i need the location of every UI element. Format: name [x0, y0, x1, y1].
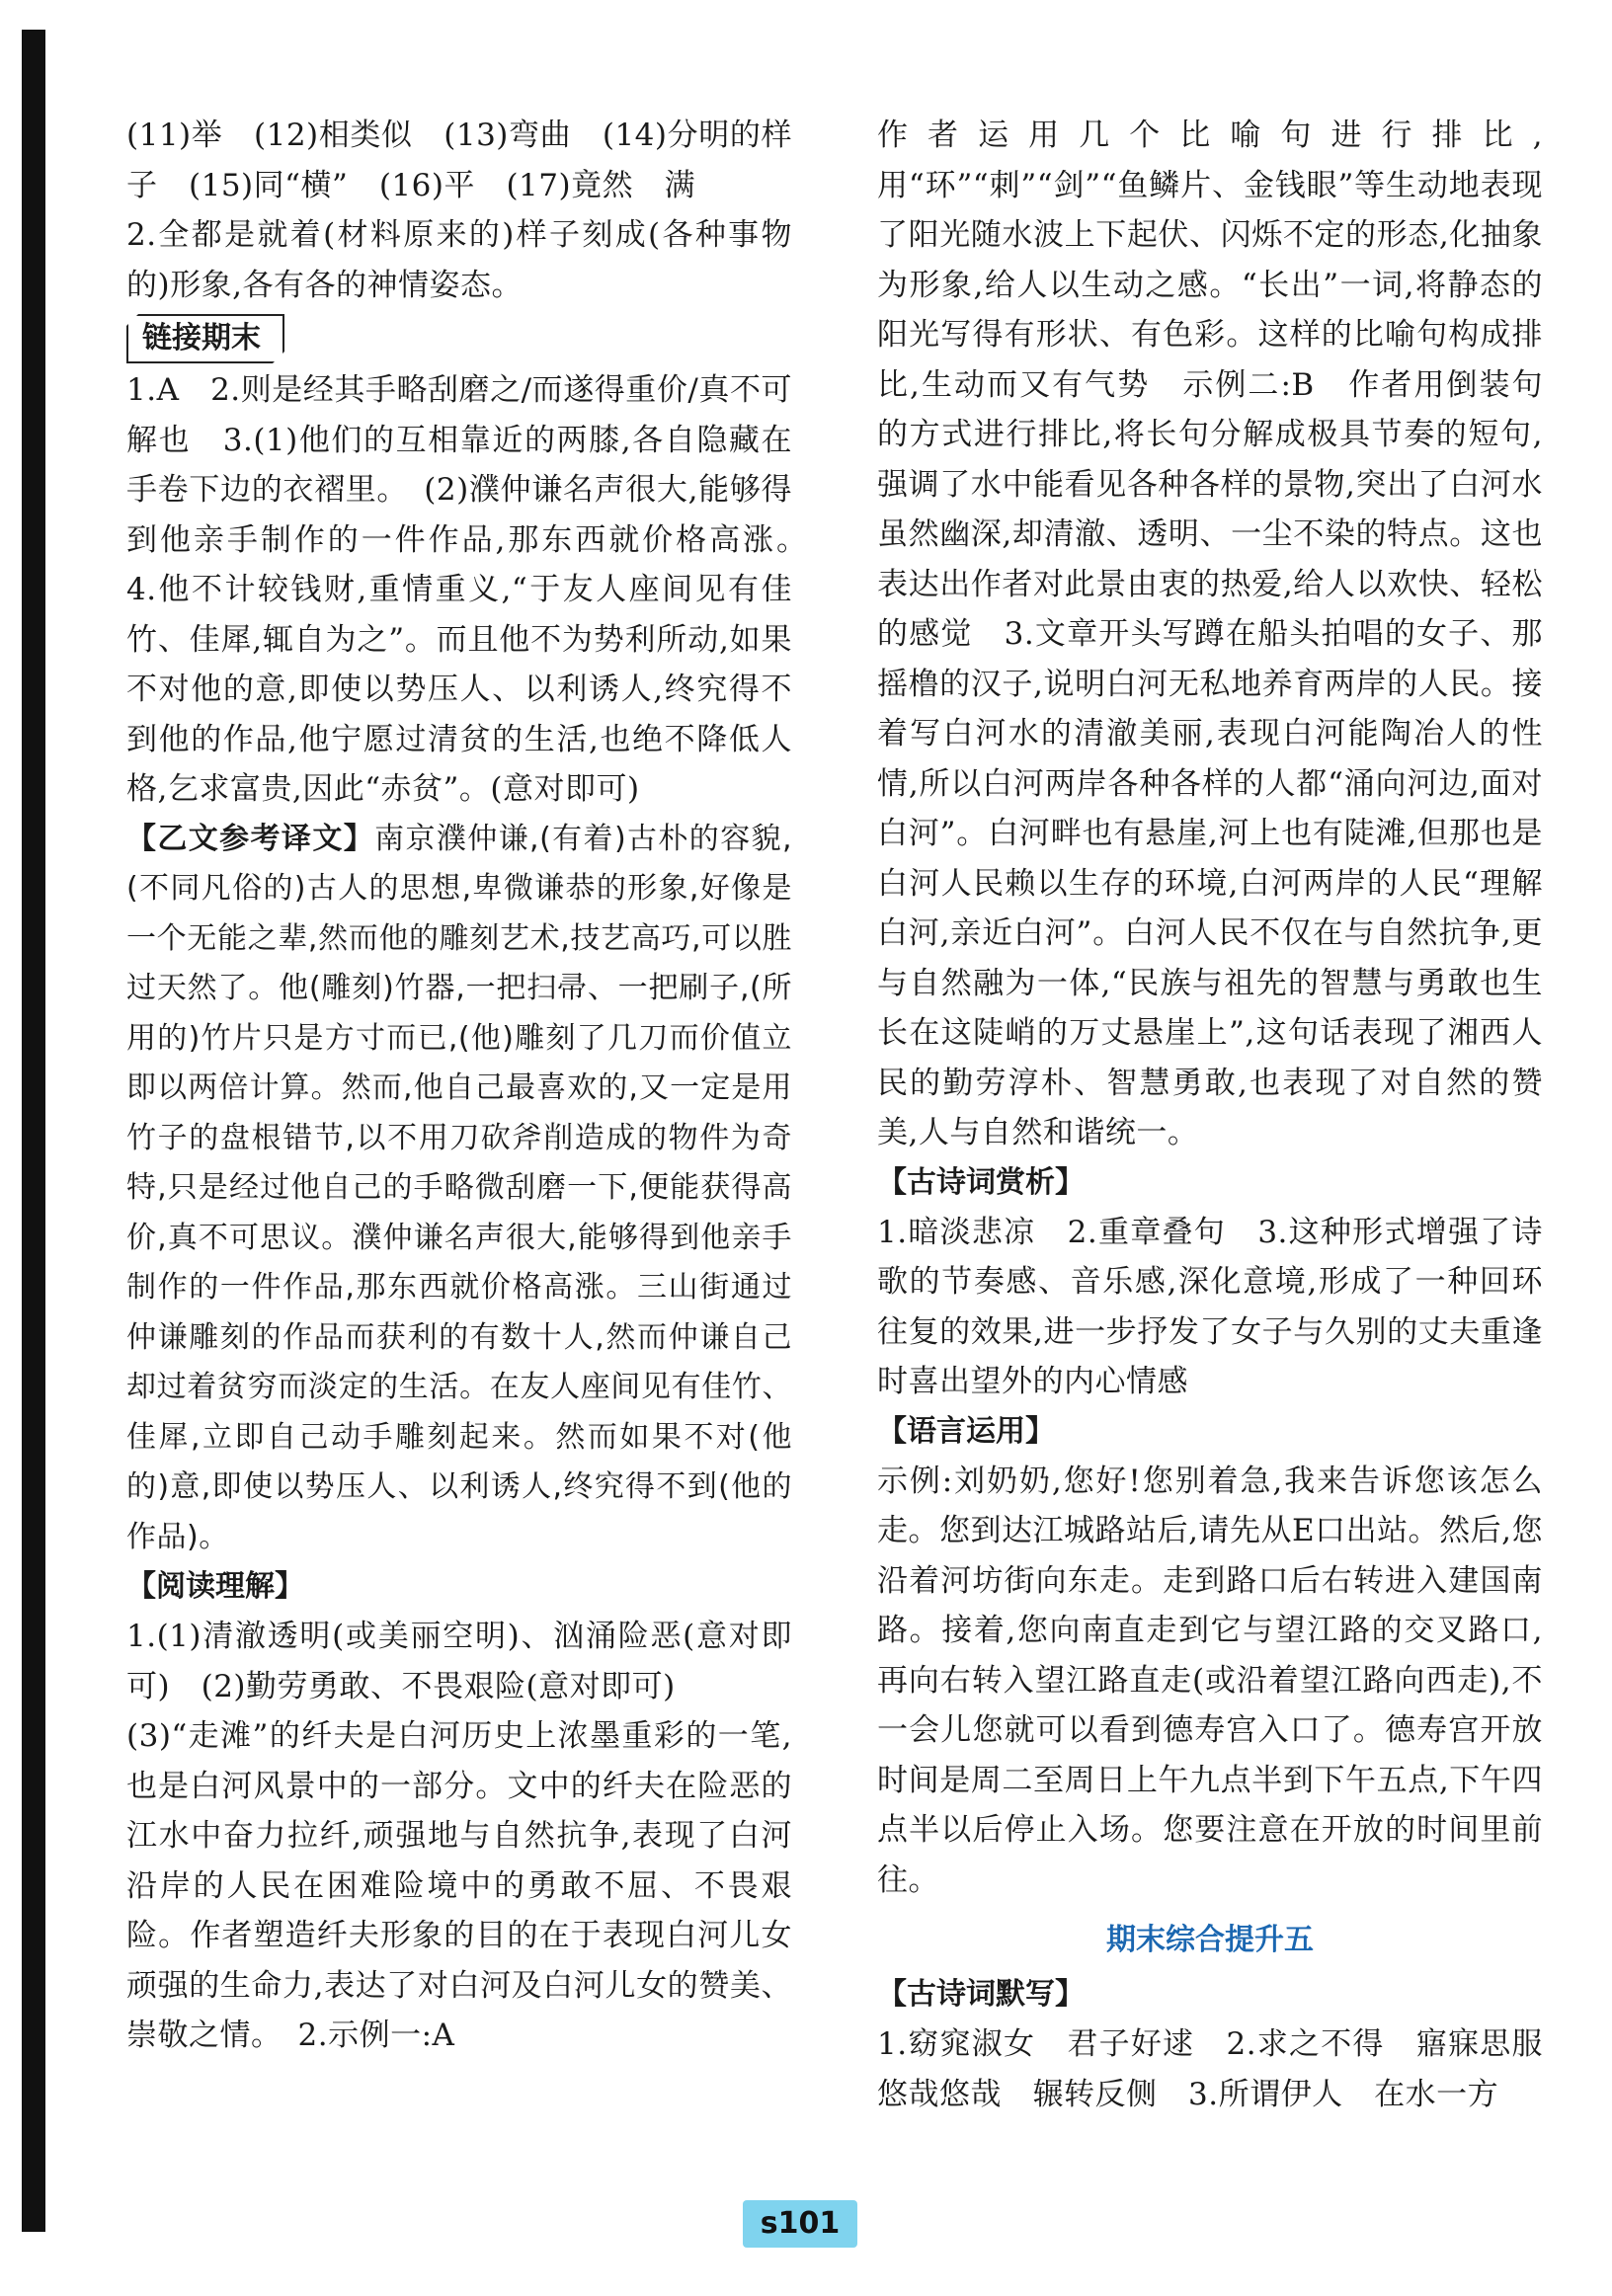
- translation-heading: 【乙文参考译文】: [126, 821, 375, 856]
- binding-edge-bar: [22, 30, 45, 2232]
- answer-paragraph: 示例:刘奶奶,您好!您别着急,我来告诉您该怎么走。您到达江城路站后,请先从E口出站。然后,您沿着河坊街向东走。走到路口后右转进入建国南路。接着,您向南直走到它与望江路的交叉路口,再向右转入望江路直走(或沿着望江路向西走),不一会儿您就可以看到德寿宫入口了。德寿宫开放时间是周二至周日上午九点半到下午五点,下午四点半以后停止入场。您要注意在开放的时间里前往。: [877, 1463, 1543, 1898]
- answer-paragraph: (3)“走滩”的纤夫是白河历史上浓墨重彩的一笔,也是白河风景中的一部分。文中的纤夫在险恶的江水中奋力拉纤,顽强地与自然抗争,表现了白河沿岸的人民在困难险境中的勇敢不屈、不畏艰险。作者塑造纤夫形象的目的在于表现白河儿女顽强的生命力,表达了对白河及白河儿女的赞美、崇敬之情。 2.示例一:A: [126, 1718, 792, 2053]
- translation-body: 南京濮仲谦,(有着)古朴的容貌,(不同凡俗的)古人的思想,卑微谦恭的形象,好像是一个无能之辈,然而他的雕刻艺术,技艺高巧,可以胜过天然了。他(雕刻)竹器,一把扫帚、一把刷子,(所用的)竹片只是方寸而已,(他)雕刻了几刀而价值立即以两倍计算。然而,他自己最喜欢的,又一定是用竹子的盘根错节,以不用刀砍斧削造成的物件为奇特,只是经过他自己的手略微刮磨一下,便能获得高价,真不可思议。濮仲谦名声很大,能够得到他亲手制作的一件作品,那东西就价格高涨。三山街通过仲谦雕刻的作品而获利的有数十人,然而仲谦自己却过着贫穷而淡定的生活。在友人座间见有佳竹、佳犀,立即自己动手雕刻起来。然而如果不对(他的)意,即使以势压人、以利诱人,终究得不到(他的作品)。: [126, 821, 793, 1554]
- language-use-heading: 【语言运用】: [877, 1413, 1055, 1449]
- section-tag-link-final: 链接期末: [126, 314, 284, 363]
- poetry-dictation-heading: 【古诗词默写】: [877, 1977, 1085, 2012]
- translation-paragraph: [126, 815, 792, 1563]
- section-title: 期末综合提升五: [1106, 1923, 1314, 1957]
- right-column: [877, 111, 1574, 2119]
- answer-paragraph: 1.暗淡悲凉 2.重章叠句 3.这种形式增强了诗歌的节奏感、音乐感,深化意境,形成了一种回环往复的效果,进一步抒发了女子与久别的丈夫重逢时喜出望外的内心情感: [877, 1214, 1543, 1399]
- page-number: s101: [743, 2200, 857, 2248]
- left-column: [126, 111, 824, 2061]
- answer-paragraph: 作者运用几个比喻句进行排比,用“环”“刺”“剑”“鱼鳞片、金钱眼”等生动地表现了阳光随水波上下起伏、闪烁不定的形态,化抽象为形象,给人以生动之感。“长出”一词,将静态的阳光写得有形状、有色彩。这样的比喻句构成排比,生动而又有气势 示例二:B 作者用倒装句的方式进行排比,将长句分解成极具节奏的短句,强调了水中能看见各种各样的景物,突出了白河水虽然幽深,却清澈、透明、一尘不染的特点。这也表达出作者对此景由衷的热爱,给人以欢快、轻松的感觉 3.文章开头写蹲在船头拍唱的女子、那摇橹的汉子,说明白河无私地养育两岸的人民。接着写白河水的清澈美丽,表现白河能陶冶人的性情,所以白河两岸各种各样的人都“涌向河边,面对白河”。白河畔也有悬崖,河上也有陡滩,但那也是白河人民赖以生存的环境,白河两岸的人民“理解白河,亲近白河”。白河人民不仅在与自然抗争,更与自然融为一体,“民族与祖先的智慧与勇敢也生长在这陡峭的万丈悬崖上”,这句话表现了湘西人民的勤劳淳朴、智慧勇敢,也表现了对自然的赞美,人与自然和谐统一。: [877, 118, 1543, 1150]
- poetry-appreciation-heading: 【古诗词赏析】: [877, 1164, 1085, 1200]
- answer-paragraph: 1.A 2.则是经其手略刮磨之/而遂得重价/真不可解也 3.(1)他们的互相靠近的两膝,各自隐藏在手卷下边的衣褶里。 (2)濮仲谦名声很大,能够得到他亲手制作的一件作品,那东西就价格高涨。 4.他不计较钱财,重情重义,“于友人座间见有佳竹、佳犀,辄自为之”。而且他不为势利所动,如果不对他的意,即使以势压人、以利诱人,终究得不到他的作品,他宁愿过清贫的生活,也绝不降低人格,乞求富贵,因此“赤贫”。(意对即可): [126, 372, 824, 807]
- answer-paragraph: (11)举 (12)相类似 (13)弯曲 (14)分明的样子 (15)同“横” (16)平 (17)竟然 满: [126, 118, 792, 203]
- answer-paragraph: 1.(1)清澈透明(或美丽空明)、汹涌险恶(意对即可) (2)勤劳勇敢、不畏艰险(意对即可): [126, 1619, 792, 1704]
- answer-paragraph: 1.窈窕淑女 君子好逑 2.求之不得 寤寐思服 悠哉悠哉 辗转反侧 3.所谓伊人 在水一方: [877, 2026, 1574, 2112]
- answer-paragraph: 2.全都是就着(材料原来的)样子刻成(各种事物的)形象,各有各的神情姿态。: [126, 217, 792, 303]
- reading-heading: 【阅读理解】: [126, 1569, 304, 1604]
